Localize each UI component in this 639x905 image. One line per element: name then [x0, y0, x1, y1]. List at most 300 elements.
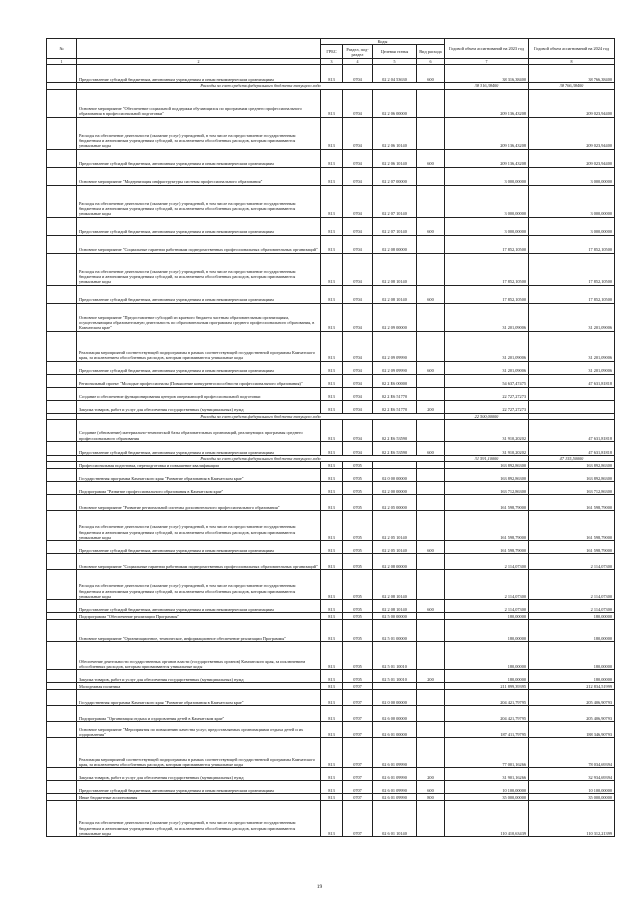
- header-stat: Целевая статья: [373, 45, 417, 59]
- expense-type-code: 800: [417, 794, 445, 801]
- amount-2024: 38 766,38400: [529, 65, 615, 83]
- grbs-code: 813: [321, 801, 343, 837]
- table-row: [47, 541, 615, 554]
- amount-2023: 2 114,07300: [445, 554, 529, 570]
- amount-2024: 212 834,51999: [529, 683, 615, 690]
- header-2023: Годовой объем ассигнований на 2023 год: [445, 39, 529, 59]
- amount-2023: 38 316,38400: [445, 65, 529, 83]
- item-name: Расходы на обеспечение деятельности (оказание услуг) учреждений, в том числе на предоставление государственным бюджетным и автономным учреждениям субсидий, за исключением обособленных расходов, которым присваиваются уникальные коды: [77, 253, 321, 285]
- expense-type-code: [417, 690, 445, 706]
- expense-type-code: 600: [417, 361, 445, 374]
- target-article-code: 02 2 07 10140: [373, 217, 417, 235]
- target-article-code: 02 6 00 00000: [373, 706, 417, 722]
- grbs-code: 813: [321, 706, 343, 722]
- expense-type-code: [417, 387, 445, 400]
- row-number-cell: [47, 600, 77, 613]
- grbs-code: 813: [321, 361, 343, 374]
- header-codes: Коды: [321, 39, 445, 45]
- target-article-code: 02 2 08 00000: [373, 554, 417, 570]
- column-number-cell: 8: [529, 59, 615, 65]
- expense-type-code: [417, 89, 445, 117]
- column-number-cell: 1: [47, 59, 77, 65]
- grbs-code: 813: [321, 570, 343, 600]
- expense-type-code: 600: [417, 600, 445, 613]
- grbs-code: 813: [321, 253, 343, 285]
- amount-2024: [529, 400, 615, 413]
- table-row: [47, 620, 615, 642]
- row-number-cell: [47, 794, 77, 801]
- page-number: 19: [316, 884, 323, 890]
- grbs-code: 813: [321, 469, 343, 482]
- expense-type-code: 600: [417, 65, 445, 83]
- target-article-code: 02 5 01 10010: [373, 670, 417, 683]
- expense-type-code: [417, 683, 445, 690]
- amount-2023: 161 598,79000: [445, 541, 529, 554]
- table-row: [47, 781, 615, 794]
- item-name: Государственная программа Камчатского края "Развитие образования в Камчатском крае": [77, 469, 321, 482]
- razdel-code: 0705: [343, 554, 373, 570]
- table-row: [47, 613, 615, 620]
- expense-type-code: [417, 117, 445, 149]
- razdel-code: 0704: [343, 387, 373, 400]
- expense-type-code: 200: [417, 768, 445, 781]
- amount-2023: 163 892,86300: [445, 462, 529, 469]
- grbs-code: 813: [321, 768, 343, 781]
- amount-2024: 209 023,94400: [529, 117, 615, 149]
- table-row: [47, 65, 615, 83]
- amount-2024: 209 023,94400: [529, 149, 615, 167]
- row-number-cell: [47, 613, 77, 620]
- row-number-cell: [47, 217, 77, 235]
- grbs-code: 813: [321, 285, 343, 303]
- target-article-code: 02 5 00 00000: [373, 613, 417, 620]
- target-article-code: 02 2 05 10140: [373, 511, 417, 541]
- target-article-code: 02 2 08 10140: [373, 570, 417, 600]
- header-grbs: ГРБС: [321, 45, 343, 59]
- grbs-code: 813: [321, 781, 343, 794]
- header-no: №: [47, 39, 77, 59]
- amount-2023: 163 712,86300: [445, 482, 529, 495]
- expense-type-code: 600: [417, 285, 445, 303]
- table-body: [47, 65, 615, 837]
- row-number-cell: [47, 781, 77, 794]
- expense-type-code: [417, 185, 445, 217]
- item-name: Предоставление субсидий бюджетным, автономным учреждениям и иным некоммерческим организациям: [77, 285, 321, 303]
- amount-2023: 35 000,00000: [445, 794, 529, 801]
- item-name: Закупка товаров, работ и услуг для обеспечения государственных (муниципальных) нужд: [77, 400, 321, 413]
- grbs-code: 813: [321, 722, 343, 738]
- razdel-code: 0707: [343, 801, 373, 837]
- grbs-code: 813: [321, 185, 343, 217]
- expense-type-code: [417, 303, 445, 331]
- grbs-code: 813: [321, 235, 343, 253]
- item-name: Расходы на обеспечение деятельности (оказание услуг) учреждений, в том числе на предоставление государственным бюджетным и автономным учреждениям субсидий, за исключением обособленных расходов, которым присваиваются уникальные коды: [77, 511, 321, 541]
- razdel-code: 0704: [343, 374, 373, 387]
- subtotal-label: Расходы за счет средств федерального бюджета текущего года: [77, 413, 445, 419]
- item-name: Создание (обновление) материально-технической базы образовательных организаций, реализующих программы среднего профессионального образования: [77, 419, 321, 441]
- grbs-code: 813: [321, 374, 343, 387]
- target-article-code: 02 2 E6 51770: [373, 400, 417, 413]
- razdel-code: 0704: [343, 167, 373, 185]
- grbs-code: 813: [321, 511, 343, 541]
- column-number-cell: 2: [77, 59, 321, 65]
- razdel-code: 0704: [343, 217, 373, 235]
- amount-2024: 31 201,09006: [529, 361, 615, 374]
- razdel-code: 0705: [343, 613, 373, 620]
- row-number-cell: [47, 683, 77, 690]
- item-name: Предоставление субсидий бюджетным, автономным учреждениям и иным некоммерческим организациям: [77, 217, 321, 235]
- table-row: [47, 167, 615, 185]
- razdel-code: 0704: [343, 89, 373, 117]
- amount-2023: 17 852,10500: [445, 235, 529, 253]
- row-number-cell: [47, 374, 77, 387]
- row-number-cell: [47, 690, 77, 706]
- row-number-cell: [47, 706, 77, 722]
- row-number-cell: [47, 670, 77, 683]
- item-name: Реализация мероприятий соответствующей подпрограммы в рамках соответствующей государственной программы Камчатского края, за исключением обособленных расходов, которым присваиваются уникальные коды: [77, 331, 321, 361]
- item-name: Расходы на обеспечение деятельности (оказание услуг) учреждений, в том числе на предоставление государственным бюджетным и автономным учреждениям субсидий, за исключением обособленных расходов, которым присваиваются уникальные коды: [77, 570, 321, 600]
- amount-2023: 31 201,09006: [445, 331, 529, 361]
- row-number-cell: [47, 253, 77, 285]
- amount-2023: 3 000,00000: [445, 217, 529, 235]
- razdel-code: 0707: [343, 781, 373, 794]
- amount-2023: 163 892,86300: [445, 469, 529, 482]
- table-row: [47, 554, 615, 570]
- item-name: Подпрограмма "Развитие профессионального образования в Камчатском крае": [77, 482, 321, 495]
- razdel-code: 0705: [343, 495, 373, 511]
- target-article-code: 02 2 E6 00000: [373, 374, 417, 387]
- expense-type-code: [417, 642, 445, 670]
- amount-2023: 22 500,00000: [445, 413, 529, 419]
- item-name: Расходы на обеспечение деятельности (оказание услуг) учреждений, в том числе на предоставление государственным бюджетным и автономным учреждениям субсидий, за исключением обособленных расходов, которым присваиваются уникальные коды: [77, 801, 321, 837]
- amount-2024: 2 114,07300: [529, 570, 615, 600]
- target-article-code: 02 2 09 09990: [373, 361, 417, 374]
- table-row: [47, 482, 615, 495]
- item-name: Подпрограмма "Организация отдыха и оздоровления детей в Камчатском крае": [77, 706, 321, 722]
- item-name: Региональный проект "Молодые профессионалы (Повышение конкурентоспособности профессионального образования)": [77, 374, 321, 387]
- table-row: [47, 253, 615, 285]
- expense-type-code: [417, 374, 445, 387]
- row-number-cell: [47, 495, 77, 511]
- table-row: [47, 495, 615, 511]
- table-row: [47, 285, 615, 303]
- subtotal-label: Расходы за счет средств федерального бюджета текущего года: [77, 455, 445, 461]
- item-name: Предоставление субсидий бюджетным, автономным учреждениям и иным некоммерческим организациям: [77, 541, 321, 554]
- target-article-code: 02 0 00 00000: [373, 690, 417, 706]
- razdel-code: 0705: [343, 511, 373, 541]
- amount-2024: 31 201,09006: [529, 303, 615, 331]
- razdel-code: 0707: [343, 738, 373, 768]
- expense-type-code: 200: [417, 670, 445, 683]
- grbs-code: 813: [321, 670, 343, 683]
- target-article-code: 02 2 06 00000: [373, 89, 417, 117]
- item-name: Основное мероприятие "Развитие региональной системы дополнительного профессионального образования": [77, 495, 321, 511]
- razdel-code: 0704: [343, 149, 373, 167]
- amount-2024: 2 114,07300: [529, 600, 615, 613]
- row-number-cell: [47, 149, 77, 167]
- amount-2023: 180,00000: [445, 620, 529, 642]
- amount-2024: 205 406,90793: [529, 690, 615, 706]
- expense-type-code: 600: [417, 541, 445, 554]
- column-number-cell: 7: [445, 59, 529, 65]
- table-row: [47, 462, 615, 469]
- amount-2023: 17 852,10500: [445, 285, 529, 303]
- grbs-code: 813: [321, 613, 343, 620]
- amount-2023: 2 114,07300: [445, 570, 529, 600]
- razdel-code: 0704: [343, 361, 373, 374]
- razdel-code: 0704: [343, 235, 373, 253]
- table-row: [47, 217, 615, 235]
- expense-type-code: [417, 462, 445, 469]
- target-article-code: 02 2 06 10140: [373, 149, 417, 167]
- razdel-code: 0705: [343, 462, 373, 469]
- column-number-cell: 4: [343, 59, 373, 65]
- item-name: Основное мероприятие "Обеспечение социальной поддержки обучающихся по программам среднего профессионального образования в профессиональной подготовки": [77, 89, 321, 117]
- grbs-code: 813: [321, 331, 343, 361]
- grbs-code: 813: [321, 149, 343, 167]
- razdel-code: 0707: [343, 722, 373, 738]
- razdel-code: 0705: [343, 670, 373, 683]
- amount-2024: 31 201,09006: [529, 331, 615, 361]
- amount-2024: 180,00000: [529, 642, 615, 670]
- target-article-code: 02 5 01 00000: [373, 620, 417, 642]
- grbs-code: 813: [321, 495, 343, 511]
- expense-type-code: [417, 738, 445, 768]
- amount-2023: 31 910,20202: [445, 441, 529, 455]
- amount-2023: 31 910,20202: [445, 419, 529, 441]
- row-number-cell: [47, 511, 77, 541]
- row-number-cell: [47, 722, 77, 738]
- razdel-code: 0705: [343, 469, 373, 482]
- target-article-code: 02 2 00 00000: [373, 482, 417, 495]
- table-row: [47, 303, 615, 331]
- item-name: Закупка товаров, работ и услуг для обеспечения государственных (муниципальных) нужд: [77, 768, 321, 781]
- grbs-code: 813: [321, 462, 343, 469]
- target-article-code: 02 2 05 00000: [373, 495, 417, 511]
- grbs-code: 813: [321, 482, 343, 495]
- header-2024: Годовой объем ассигнований на 2024 год: [529, 39, 615, 59]
- row-number-cell: [47, 419, 77, 441]
- razdel-code: 0707: [343, 683, 373, 690]
- table-row: [47, 89, 615, 117]
- row-number-cell: [47, 361, 77, 374]
- grbs-code: 813: [321, 419, 343, 441]
- razdel-code: 0704: [343, 285, 373, 303]
- amount-2024: 17 852,10500: [529, 235, 615, 253]
- header-vid: Вид расхода: [417, 45, 445, 59]
- grbs-code: 813: [321, 620, 343, 642]
- razdel-code: 0707: [343, 768, 373, 781]
- grbs-code: 813: [321, 794, 343, 801]
- item-name: Подпрограмма "Обеспечение реализации Программы": [77, 613, 321, 620]
- item-name: Иные бюджетные ассигнования: [77, 794, 321, 801]
- expense-type-code: 600: [417, 781, 445, 794]
- amount-2024: 2 114,07300: [529, 554, 615, 570]
- expense-type-code: 600: [417, 217, 445, 235]
- column-number-cell: 3: [321, 59, 343, 65]
- amount-2023: 187 411,79795: [445, 722, 529, 738]
- amount-2024: 188 346,90793: [529, 722, 615, 738]
- expense-type-code: [417, 613, 445, 620]
- item-name: Предоставление субсидий бюджетным, автономным учреждениям и иным некоммерческим организациям: [77, 600, 321, 613]
- item-name: Расходы на обеспечение деятельности (оказание услуг) учреждений, в том числе на предоставление государственным бюджетным и автономным учреждениям субсидий, за исключением обособленных расходов, которым присваиваются уникальные коды: [77, 117, 321, 149]
- table-row: [47, 670, 615, 683]
- row-number-cell: [47, 570, 77, 600]
- grbs-code: 813: [321, 441, 343, 455]
- amount-2024: 3 000,00000: [529, 185, 615, 217]
- razdel-code: 0704: [343, 185, 373, 217]
- grbs-code: 813: [321, 89, 343, 117]
- target-article-code: 02 2 08 10140: [373, 600, 417, 613]
- razdel-code: 0704: [343, 65, 373, 83]
- amount-2023: 180,00000: [445, 642, 529, 670]
- expense-type-code: [417, 419, 445, 441]
- expense-type-code: 200: [417, 400, 445, 413]
- amount-2023: 38 316,38400: [445, 83, 529, 89]
- target-article-code: 02 0 00 00000: [373, 469, 417, 482]
- amount-2023: 209 136,43208: [445, 89, 529, 117]
- row-number-cell: [47, 642, 77, 670]
- item-name: Предоставление субсидий бюджетным, автономным учреждениям и иным некоммерческим организациям: [77, 781, 321, 794]
- expense-type-code: [417, 554, 445, 570]
- table-row: [47, 331, 615, 361]
- table-row: [47, 738, 615, 768]
- razdel-code: 0705: [343, 600, 373, 613]
- row-number-cell: [47, 554, 77, 570]
- amount-2023: 54 637,47475: [445, 374, 529, 387]
- grbs-code: 813: [321, 642, 343, 670]
- amount-2024: 32 934,69394: [529, 768, 615, 781]
- amount-2024: 78 034,69394: [529, 738, 615, 768]
- target-article-code: [373, 462, 417, 469]
- row-number-cell: [47, 738, 77, 768]
- amount-2023: 3 000,00000: [445, 185, 529, 217]
- expense-type-code: [417, 570, 445, 600]
- row-number-cell: [47, 801, 77, 837]
- target-article-code: 02 6 01 09990: [373, 738, 417, 768]
- expense-type-code: [417, 469, 445, 482]
- razdel-code: 0704: [343, 331, 373, 361]
- table-row: [47, 400, 615, 413]
- grbs-code: 813: [321, 690, 343, 706]
- razdel-code: 0704: [343, 419, 373, 441]
- amount-2024: 110 312,21399: [529, 801, 615, 837]
- expense-type-code: [417, 167, 445, 185]
- item-name: Закупка товаров, работ и услуг для обеспечения государственных (муниципальных) нужд: [77, 670, 321, 683]
- row-number-cell: [47, 331, 77, 361]
- table-row: [47, 235, 615, 253]
- table-row: [47, 768, 615, 781]
- table-row: [47, 683, 615, 690]
- item-name: Создание и обеспечение функционирования центров опережающей профессиональной подготовки: [77, 387, 321, 400]
- item-name: Молодежная политика: [77, 683, 321, 690]
- table-row: [47, 570, 615, 600]
- item-name: Предоставление субсидий бюджетным, автономным учреждениям и иным некоммерческим организациям: [77, 65, 321, 83]
- table-row: [47, 469, 615, 482]
- razdel-code: 0705: [343, 570, 373, 600]
- item-name: Основное мероприятие "Социальные гарантии работникам подведомственных профессиональных образовательных организаций": [77, 235, 321, 253]
- grbs-code: 813: [321, 400, 343, 413]
- row-number-cell: [47, 65, 77, 83]
- table-row: [47, 600, 615, 613]
- item-name: Предоставление субсидий бюджетным, автономным учреждениям и иным некоммерческим организациям: [77, 149, 321, 167]
- target-article-code: 02 6 01 09990: [373, 768, 417, 781]
- amount-2024: 3 000,00000: [529, 167, 615, 185]
- razdel-code: 0705: [343, 482, 373, 495]
- razdel-code: 0707: [343, 706, 373, 722]
- razdel-code: 0705: [343, 620, 373, 642]
- row-number-cell: [47, 285, 77, 303]
- subtotal-label: Расходы за счет средств федерального бюджета текущего года: [77, 83, 445, 89]
- amount-2023: 22 727,27273: [445, 400, 529, 413]
- table-row: [47, 794, 615, 801]
- row-number-cell: [47, 303, 77, 331]
- target-article-code: 02 2 07 10140: [373, 185, 417, 217]
- item-name: Предоставление субсидий бюджетным, автономным учреждениям и иным некоммерческим организациям: [77, 441, 321, 455]
- target-article-code: 02 6 01 00000: [373, 722, 417, 738]
- amount-2023: 31 201,09006: [445, 303, 529, 331]
- expense-type-code: 600: [417, 441, 445, 455]
- expense-type-code: [417, 482, 445, 495]
- item-name: Основное мероприятие "Мероприятия по повышению качества услуг, предоставляемых организациями отдыха детей и их оздоровления": [77, 722, 321, 738]
- amount-2024: 47 631,81818: [529, 419, 615, 441]
- amount-2023: 2 114,07300: [445, 600, 529, 613]
- expense-type-code: [417, 495, 445, 511]
- table-row: [47, 642, 615, 670]
- item-name: Реализация мероприятий соответствующей подпрограммы в рамках соответствующей государственной программы Камчатского края, за исключением обособленных расходов, которым присваиваются уникальные коды: [77, 738, 321, 768]
- target-article-code: 02 2 07 00000: [373, 167, 417, 185]
- table-row: [47, 374, 615, 387]
- razdel-code: 0707: [343, 690, 373, 706]
- amount-2024: 161 598,79000: [529, 541, 615, 554]
- amount-2024: 163 712,86300: [529, 482, 615, 495]
- amount-2023: 22 727,27273: [445, 387, 529, 400]
- table-row: [47, 722, 615, 738]
- razdel-code: 0704: [343, 400, 373, 413]
- table-row: [47, 511, 615, 541]
- amount-2024: 35 000,00000: [529, 794, 615, 801]
- grbs-code: 813: [321, 217, 343, 235]
- razdel-code: 0704: [343, 303, 373, 331]
- item-name: Основное мероприятие "Модернизация инфраструктуры системы профессионального образования": [77, 167, 321, 185]
- row-number-cell: [47, 441, 77, 455]
- target-article-code: 02 2 06 10140: [373, 117, 417, 149]
- amount-2023: 180,00000: [445, 670, 529, 683]
- item-name: Основное мероприятие "Организационное, техническое, информационное обеспечение реализации Программы": [77, 620, 321, 642]
- amount-2023: 209 136,43208: [445, 149, 529, 167]
- grbs-code: 813: [321, 117, 343, 149]
- target-article-code: 02 2 05 10140: [373, 541, 417, 554]
- amount-2023: 31 201,09006: [445, 361, 529, 374]
- amount-2024: 47 631,81818: [529, 374, 615, 387]
- target-article-code: 02 2 08 00000: [373, 235, 417, 253]
- expense-type-code: [417, 722, 445, 738]
- row-number-cell: [47, 185, 77, 217]
- row-number-cell: [47, 768, 77, 781]
- razdel-code: 0705: [343, 541, 373, 554]
- item-name: Профессиональная подготовка, переподготовка и повышение квалификации: [77, 462, 321, 469]
- amount-2023: 77 001,16266: [445, 738, 529, 768]
- row-number-cell: [47, 89, 77, 117]
- amount-2023: 204 421,79795: [445, 690, 529, 706]
- amount-2023: 3 000,00000: [445, 167, 529, 185]
- table-row: [47, 441, 615, 455]
- expense-type-code: [417, 706, 445, 722]
- grbs-code: 813: [321, 167, 343, 185]
- item-name: Обеспечение деятельности государственных органов власти (государственных органов) Камчатского края, за исключением обособленных расходов, которым присваиваются уникальные коды: [77, 642, 321, 670]
- expense-type-code: 600: [417, 149, 445, 167]
- amount-2024: 17 852,10500: [529, 253, 615, 285]
